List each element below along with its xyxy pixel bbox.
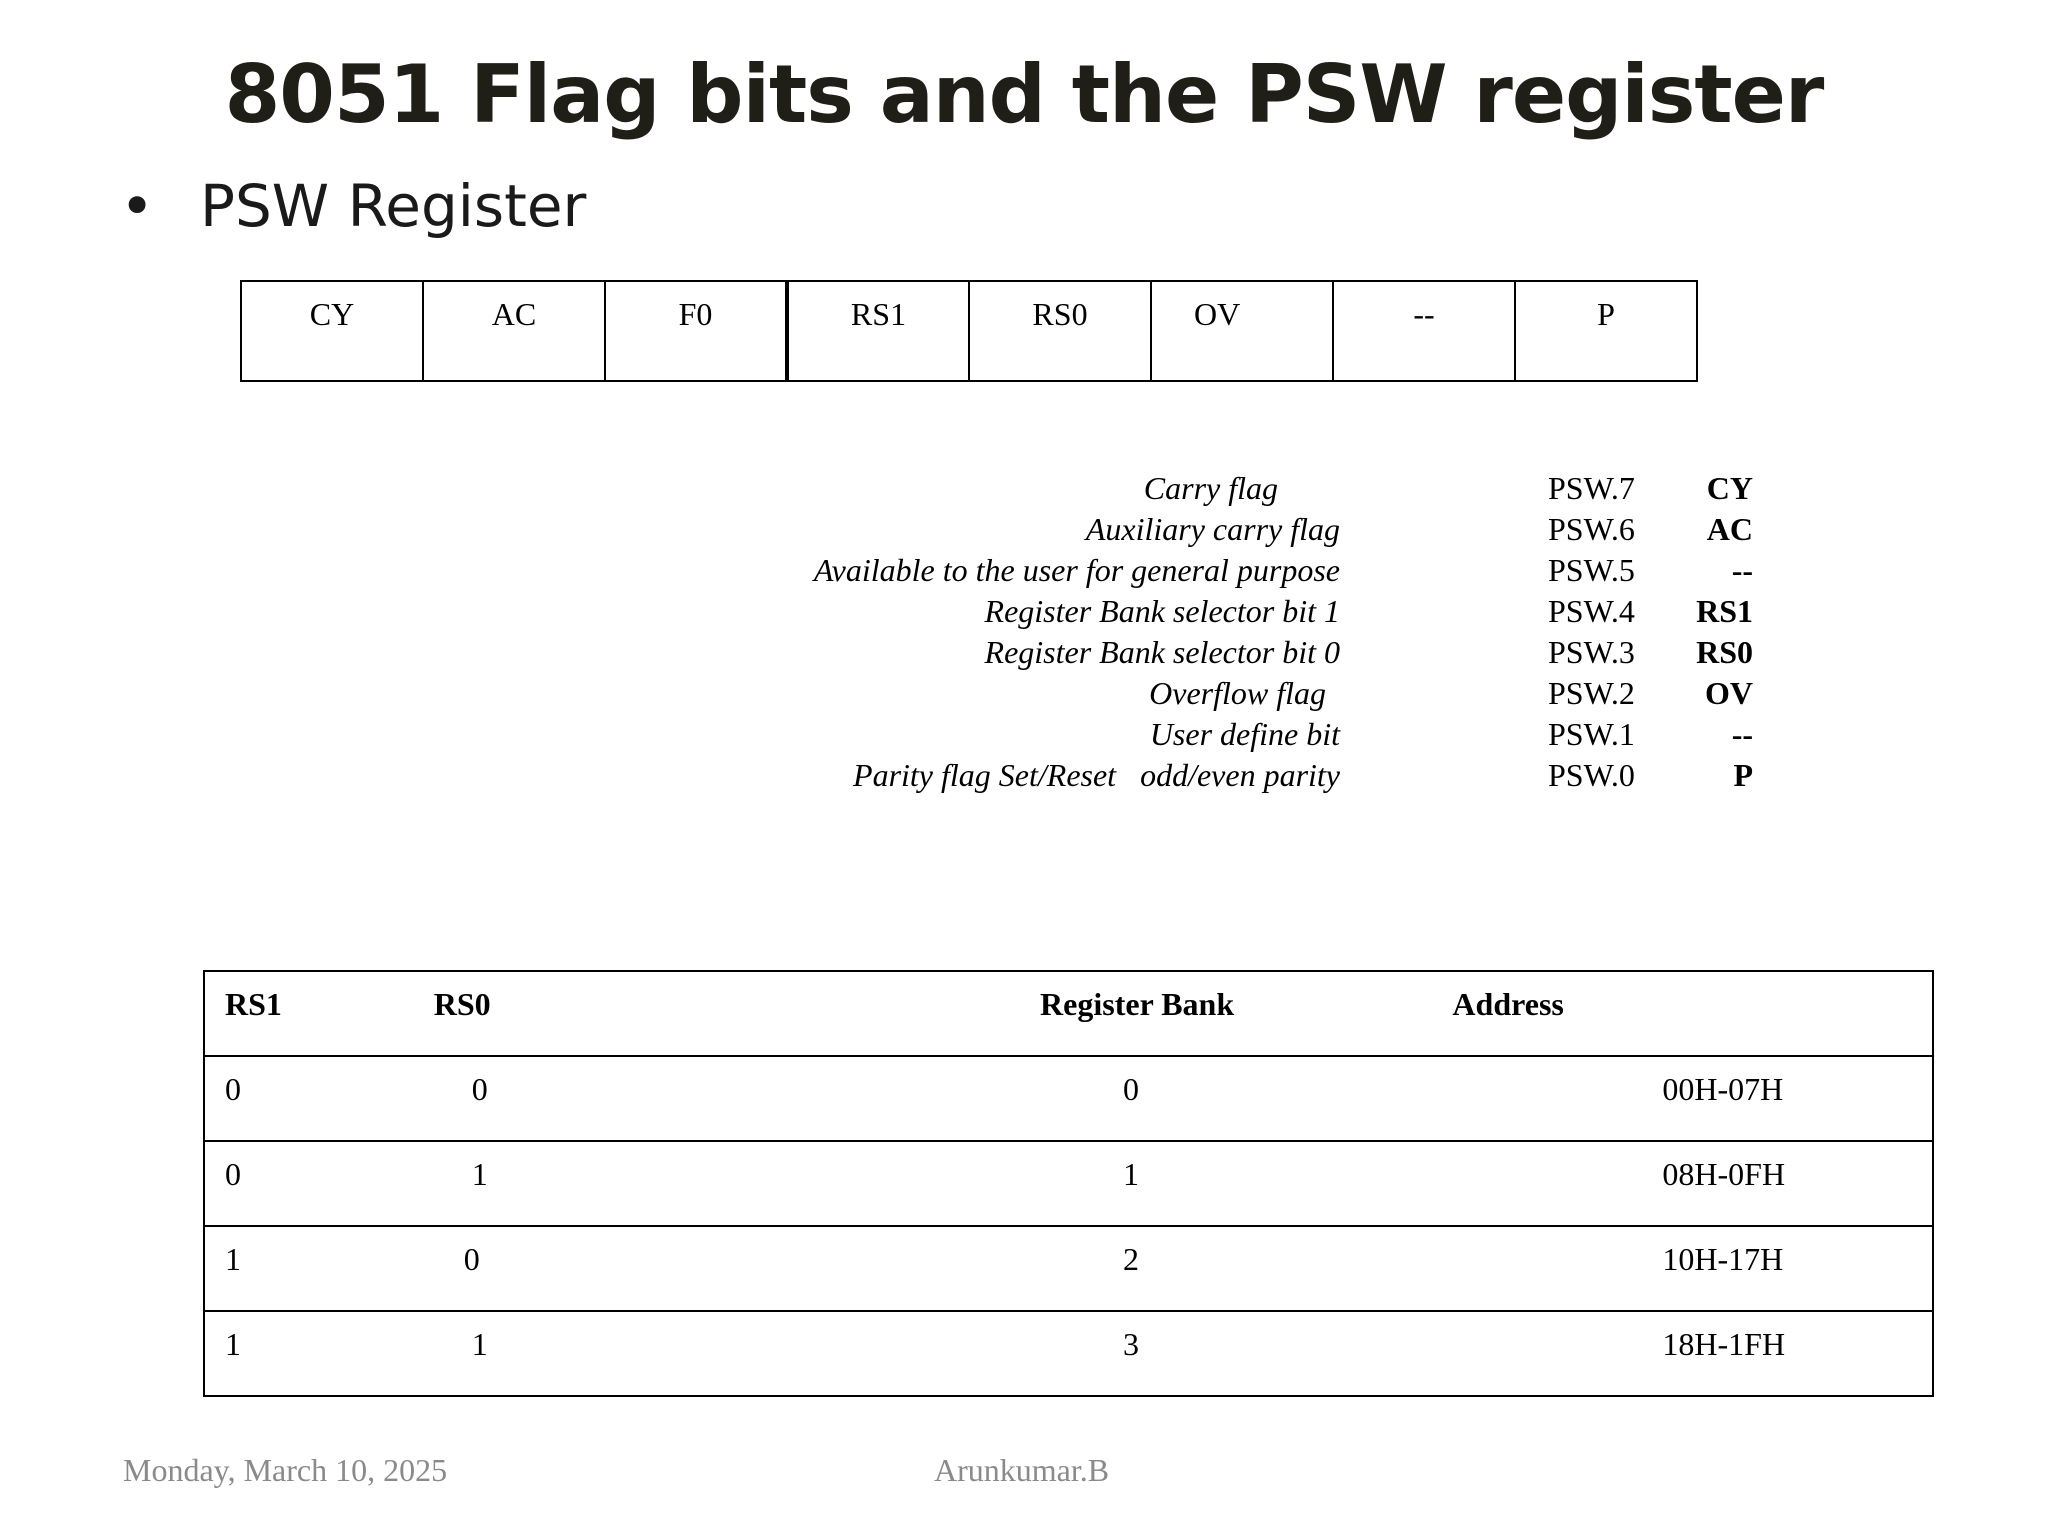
psw-cell-cy: CY [241,281,423,381]
bit-description: Overflow flag [1149,675,1326,711]
psw-cell-p: P [1515,281,1697,381]
footer-date: Monday, March 10, 2025 [123,1452,448,1488]
bit-address: PSW.6 [1548,511,1635,547]
psw-bit-row [241,281,1697,381]
bit-name: -- [1731,552,1753,588]
bit-address: PSW.0 [1548,757,1635,793]
bit-name: OV [1705,675,1753,711]
cell-rs0: 1 [414,1311,803,1396]
cell-rs0: 1 [414,1141,803,1226]
table-row [204,1311,1933,1396]
psw-cell-unused: -- [1333,281,1515,381]
bullet-item [120,172,586,240]
header-address: Address [1452,971,1933,1056]
bit-address: PSW.2 [1548,675,1635,711]
register-bank-table [203,970,1934,1397]
bit-address: PSW.3 [1548,634,1635,670]
cell-address: 00H-07H [1452,1056,1933,1141]
bit-description: Register Bank selector bit 1 [984,593,1340,629]
psw-cell-ac: AC [423,281,605,381]
header-rs1: RS1 [204,971,414,1056]
cell-rs0: 0 [414,1226,803,1311]
bit-name: -- [1731,716,1753,752]
bit-name: AC [1706,511,1753,547]
cell-address: 18H-1FH [1452,1311,1933,1396]
bit-row [0,550,2048,591]
bit-row [0,714,2048,755]
header-rs0: RS0 [414,971,803,1056]
psw-cell-rs1: RS1 [787,281,969,381]
cell-rs1: 0 [204,1056,414,1141]
bit-name: P [1733,757,1753,793]
bit-row [0,509,2048,550]
cell-register-bank: 1 [803,1141,1452,1226]
bit-description: Auxiliary carry flag [1085,511,1340,547]
slide-title: 8051 Flag bits and the PSW register [224,48,1824,141]
bit-description: User define bit [1149,716,1340,752]
cell-rs1: 1 [204,1311,414,1396]
cell-rs0: 0 [414,1056,803,1141]
table-row [204,1056,1933,1141]
bullet-dot: • [120,172,155,240]
bit-row [0,468,2048,509]
psw-cell-rs0: RS0 [969,281,1151,381]
bit-address: PSW.7 [1548,470,1635,506]
table-row [204,1226,1933,1311]
cell-register-bank: 3 [803,1311,1452,1396]
cell-address: 08H-0FH [1452,1141,1933,1226]
bit-name: CY [1706,470,1753,506]
cell-rs1: 1 [204,1226,414,1311]
bit-row [0,591,2048,632]
bit-address: PSW.4 [1548,593,1635,629]
bit-description: Parity flag Set/Reset odd/even parity [853,757,1340,793]
psw-cell-f0: F0 [605,281,787,381]
psw-cell-ov: OV [1151,281,1333,381]
psw-register-diagram [240,280,1698,382]
bullet-text: PSW Register [200,172,587,240]
cell-register-bank: 0 [803,1056,1452,1141]
bit-description: Register Bank selector bit 0 [984,634,1340,670]
table-row [204,1141,1933,1226]
bit-address: PSW.1 [1548,716,1635,752]
footer-author: Arunkumar.B [934,1452,1110,1488]
header-register-bank: Register Bank [803,971,1452,1056]
bit-address: PSW.5 [1548,552,1635,588]
table-header-row [204,971,1933,1056]
bit-row [0,755,2048,796]
cell-address: 10H-17H [1452,1226,1933,1311]
cell-register-bank: 2 [803,1226,1452,1311]
psw-bit-descriptions [0,468,2048,796]
bit-description: Carry flag [1143,470,1278,506]
bit-row [0,673,2048,714]
bit-row [0,632,2048,673]
cell-rs1: 0 [204,1141,414,1226]
bit-name: RS0 [1696,634,1753,670]
bit-name: RS1 [1696,593,1753,629]
bit-description: Available to the user for general purpose [813,552,1340,588]
